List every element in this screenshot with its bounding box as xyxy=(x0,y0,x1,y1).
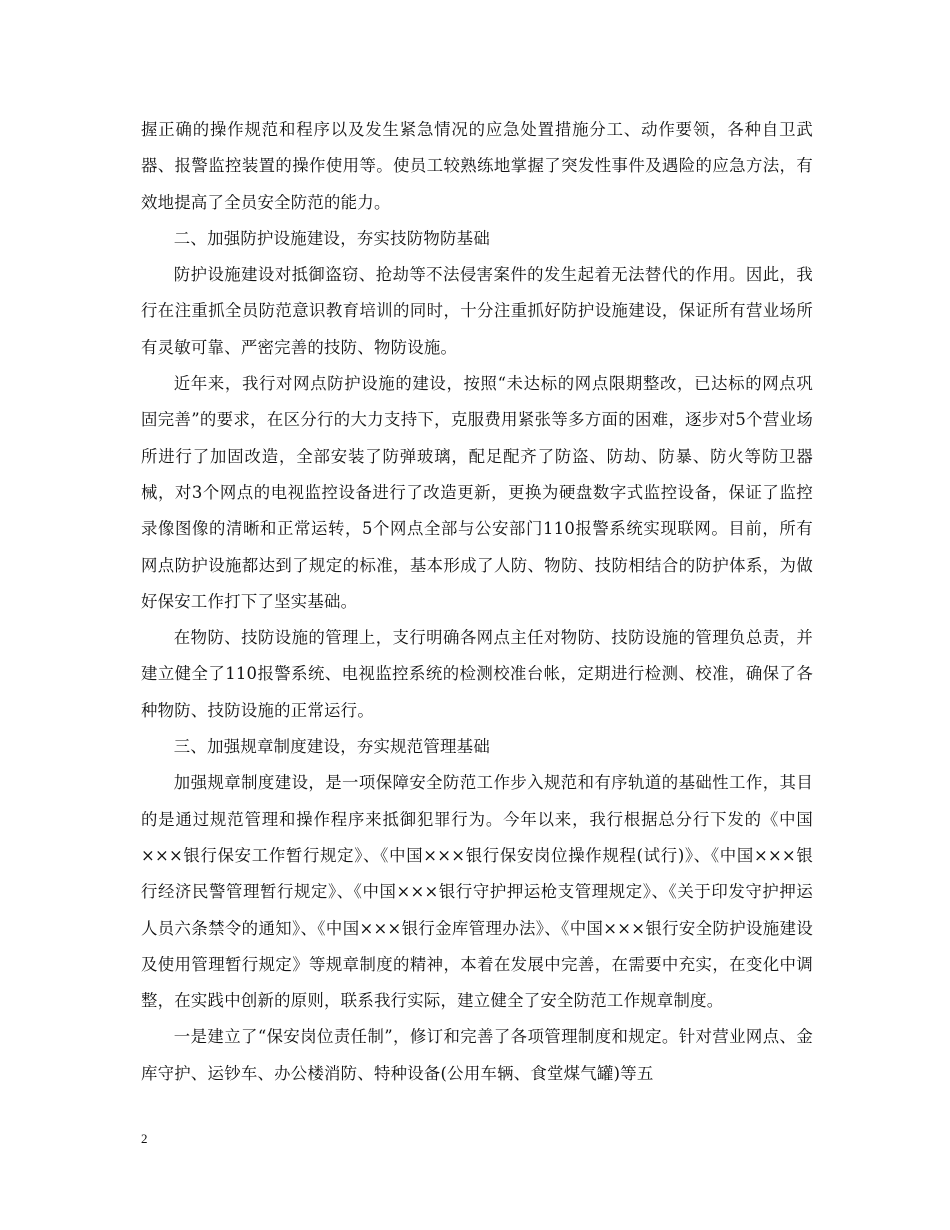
paragraph-continuation: 握正确的操作规范和程序以及发生紧急情况的应急处置措施分工、动作要领，各种自卫武器、报警监控装置的操作使用等。使员工较熟练地掌握了突发性事件及遇险的应急方法，有效地提高了全员安全防范的能力。 xyxy=(141,120,813,212)
paragraph: 近年来，我行对网点防护设施的建设，按照“未达标的网点限期整改，已达标的网点巩固完善”的要求，在区分行的大力支持下，克服费用紧张等多方面的困难，逐步对5个营业场所进行了加固改造，全部安装了防弹玻璃，配足配齐了防盗、防劫、防暴、防火等防卫器械，对3个网点的电视监控设备进行了改造更新，更换为硬盘数字式监控设备，保证了监控录像图像的清晰和正常运转，5个网点全部与公安部门110报警系统实现联网。目前，所有网点防护设施都达到了规定的标准，基本形成了人防、物防、技防相结合的防护体系，为做好保安工作打下了坚实基础。 xyxy=(141,374,813,611)
paragraph: 加强规章制度建设，是一项保障安全防范工作步入规范和有序轨道的基础性工作，其目的是通过规范管理和操作程序来抵御犯罪行为。今年以来，我行根据总分行下发的《中国×××银行保安工作暂行规定》、《中国×××银行保安岗位操作规程(试行)》、《中国×××银行经济民警管理暂行规定》、《中国×××银行守护押运枪支管理规定》、《关于印发守护押运人员六条禁令的通知》、《中国×××银行金库管理办法》、《中国×××银行安全防护设施建设及使用管理暂行规定》等规章制度的精神，本着在发展中完善，在需要中充实，在变化中调整，在实践中创新的原则，联系我行实际，建立健全了安全防范工作规章制度。 xyxy=(141,773,813,1011)
section-heading-2: 二、加强防护设施建设，夯实技防物防基础 xyxy=(173,228,490,248)
page-number: 2 xyxy=(141,1131,148,1146)
paragraph: 在物防、技防设施的管理上，支行明确各网点主任对物防、技防设施的管理负总责，并建立健全了110报警系统、电视监控系统的检测校准台帐，定期进行检测、校准，确保了各种物防、技防设施的正常运行。 xyxy=(141,628,813,720)
section-heading-3: 三、加强规章制度建设，夯实规范管理基础 xyxy=(173,737,490,757)
paragraph: 一是建立了“保安岗位责任制”，修订和完善了各项管理制度和规定。针对营业网点、金库守护、运钞车、办公楼消防、特种设备(公用车辆、食堂煤气罐)等五 xyxy=(141,1027,813,1083)
document-body xyxy=(141,112,813,1092)
paragraph: 防护设施建设对抵御盗窃、抢劫等不法侵害案件的发生起着无法替代的作用。因此，我行在注重抓全员防范意识教育培训的同时，十分注重抓好防护设施建设，保证所有营业场所有灵敏可靠、严密完善的技防、物防设施。 xyxy=(141,265,813,357)
